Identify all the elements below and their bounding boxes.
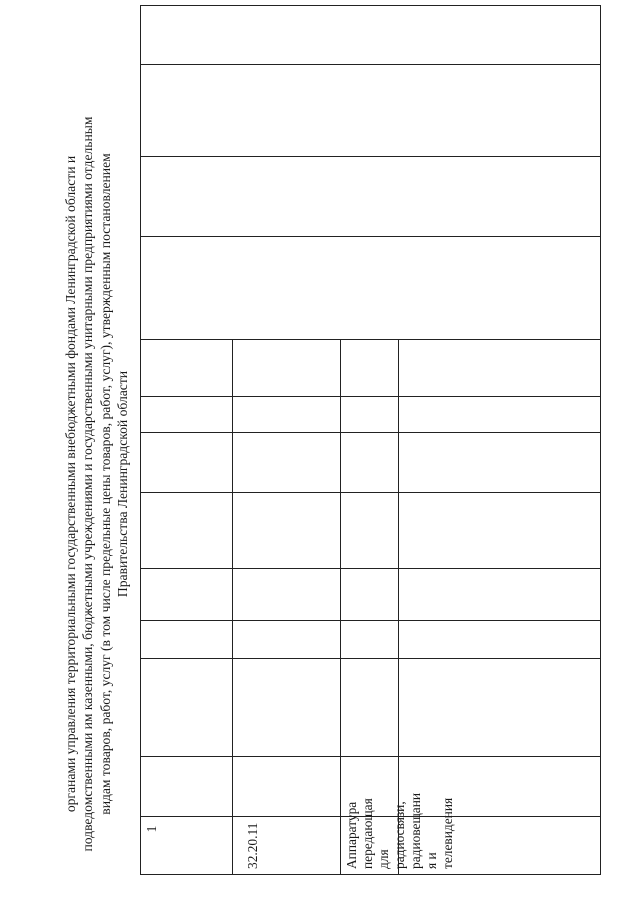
grid-line xyxy=(140,568,601,569)
grid-line xyxy=(140,236,601,237)
grid-line xyxy=(140,492,601,493)
grid-line xyxy=(140,156,601,157)
product-name-line: передающая xyxy=(360,798,375,869)
product-name-line: для xyxy=(376,849,391,869)
table-border-right xyxy=(140,5,601,6)
grid-line xyxy=(140,432,601,433)
document-header xyxy=(62,93,132,875)
table-border-bottom xyxy=(600,5,601,875)
grid-line xyxy=(140,64,601,65)
grid-line xyxy=(140,396,601,397)
product-name-line: Аппаратура xyxy=(344,801,359,869)
product-name-line: радиовещани xyxy=(408,792,423,869)
grid-line xyxy=(232,340,233,875)
header-line: органами управления территориальными государственными внебюджетными фондами Ленинградской области и xyxy=(63,155,78,813)
product-name-line: я и xyxy=(424,852,439,869)
grid-line xyxy=(340,340,341,875)
table-border-left xyxy=(140,874,601,875)
product-name-line: телевидения xyxy=(440,797,455,869)
header-line: видам товаров, работ, услуг (в том числе предельные цены товаров, работ, услуг), утвержденным постановлением xyxy=(97,153,113,815)
grid-line xyxy=(140,620,601,621)
product-name xyxy=(344,673,455,869)
grid-line xyxy=(140,658,601,659)
grid-line xyxy=(398,340,399,875)
product-name-line: радиосвязи, xyxy=(392,801,407,869)
grid-line xyxy=(140,339,601,340)
header-line: подведомственными им казенными, бюджетными учреждениями и государственными унитарными предприятиями отдельным xyxy=(80,116,96,852)
row-number: 1 xyxy=(144,825,159,833)
header-line: Правительства Ленинградской области xyxy=(115,370,131,598)
table-border-top xyxy=(140,5,141,875)
okpd-code: 32.20.11 xyxy=(245,822,260,869)
